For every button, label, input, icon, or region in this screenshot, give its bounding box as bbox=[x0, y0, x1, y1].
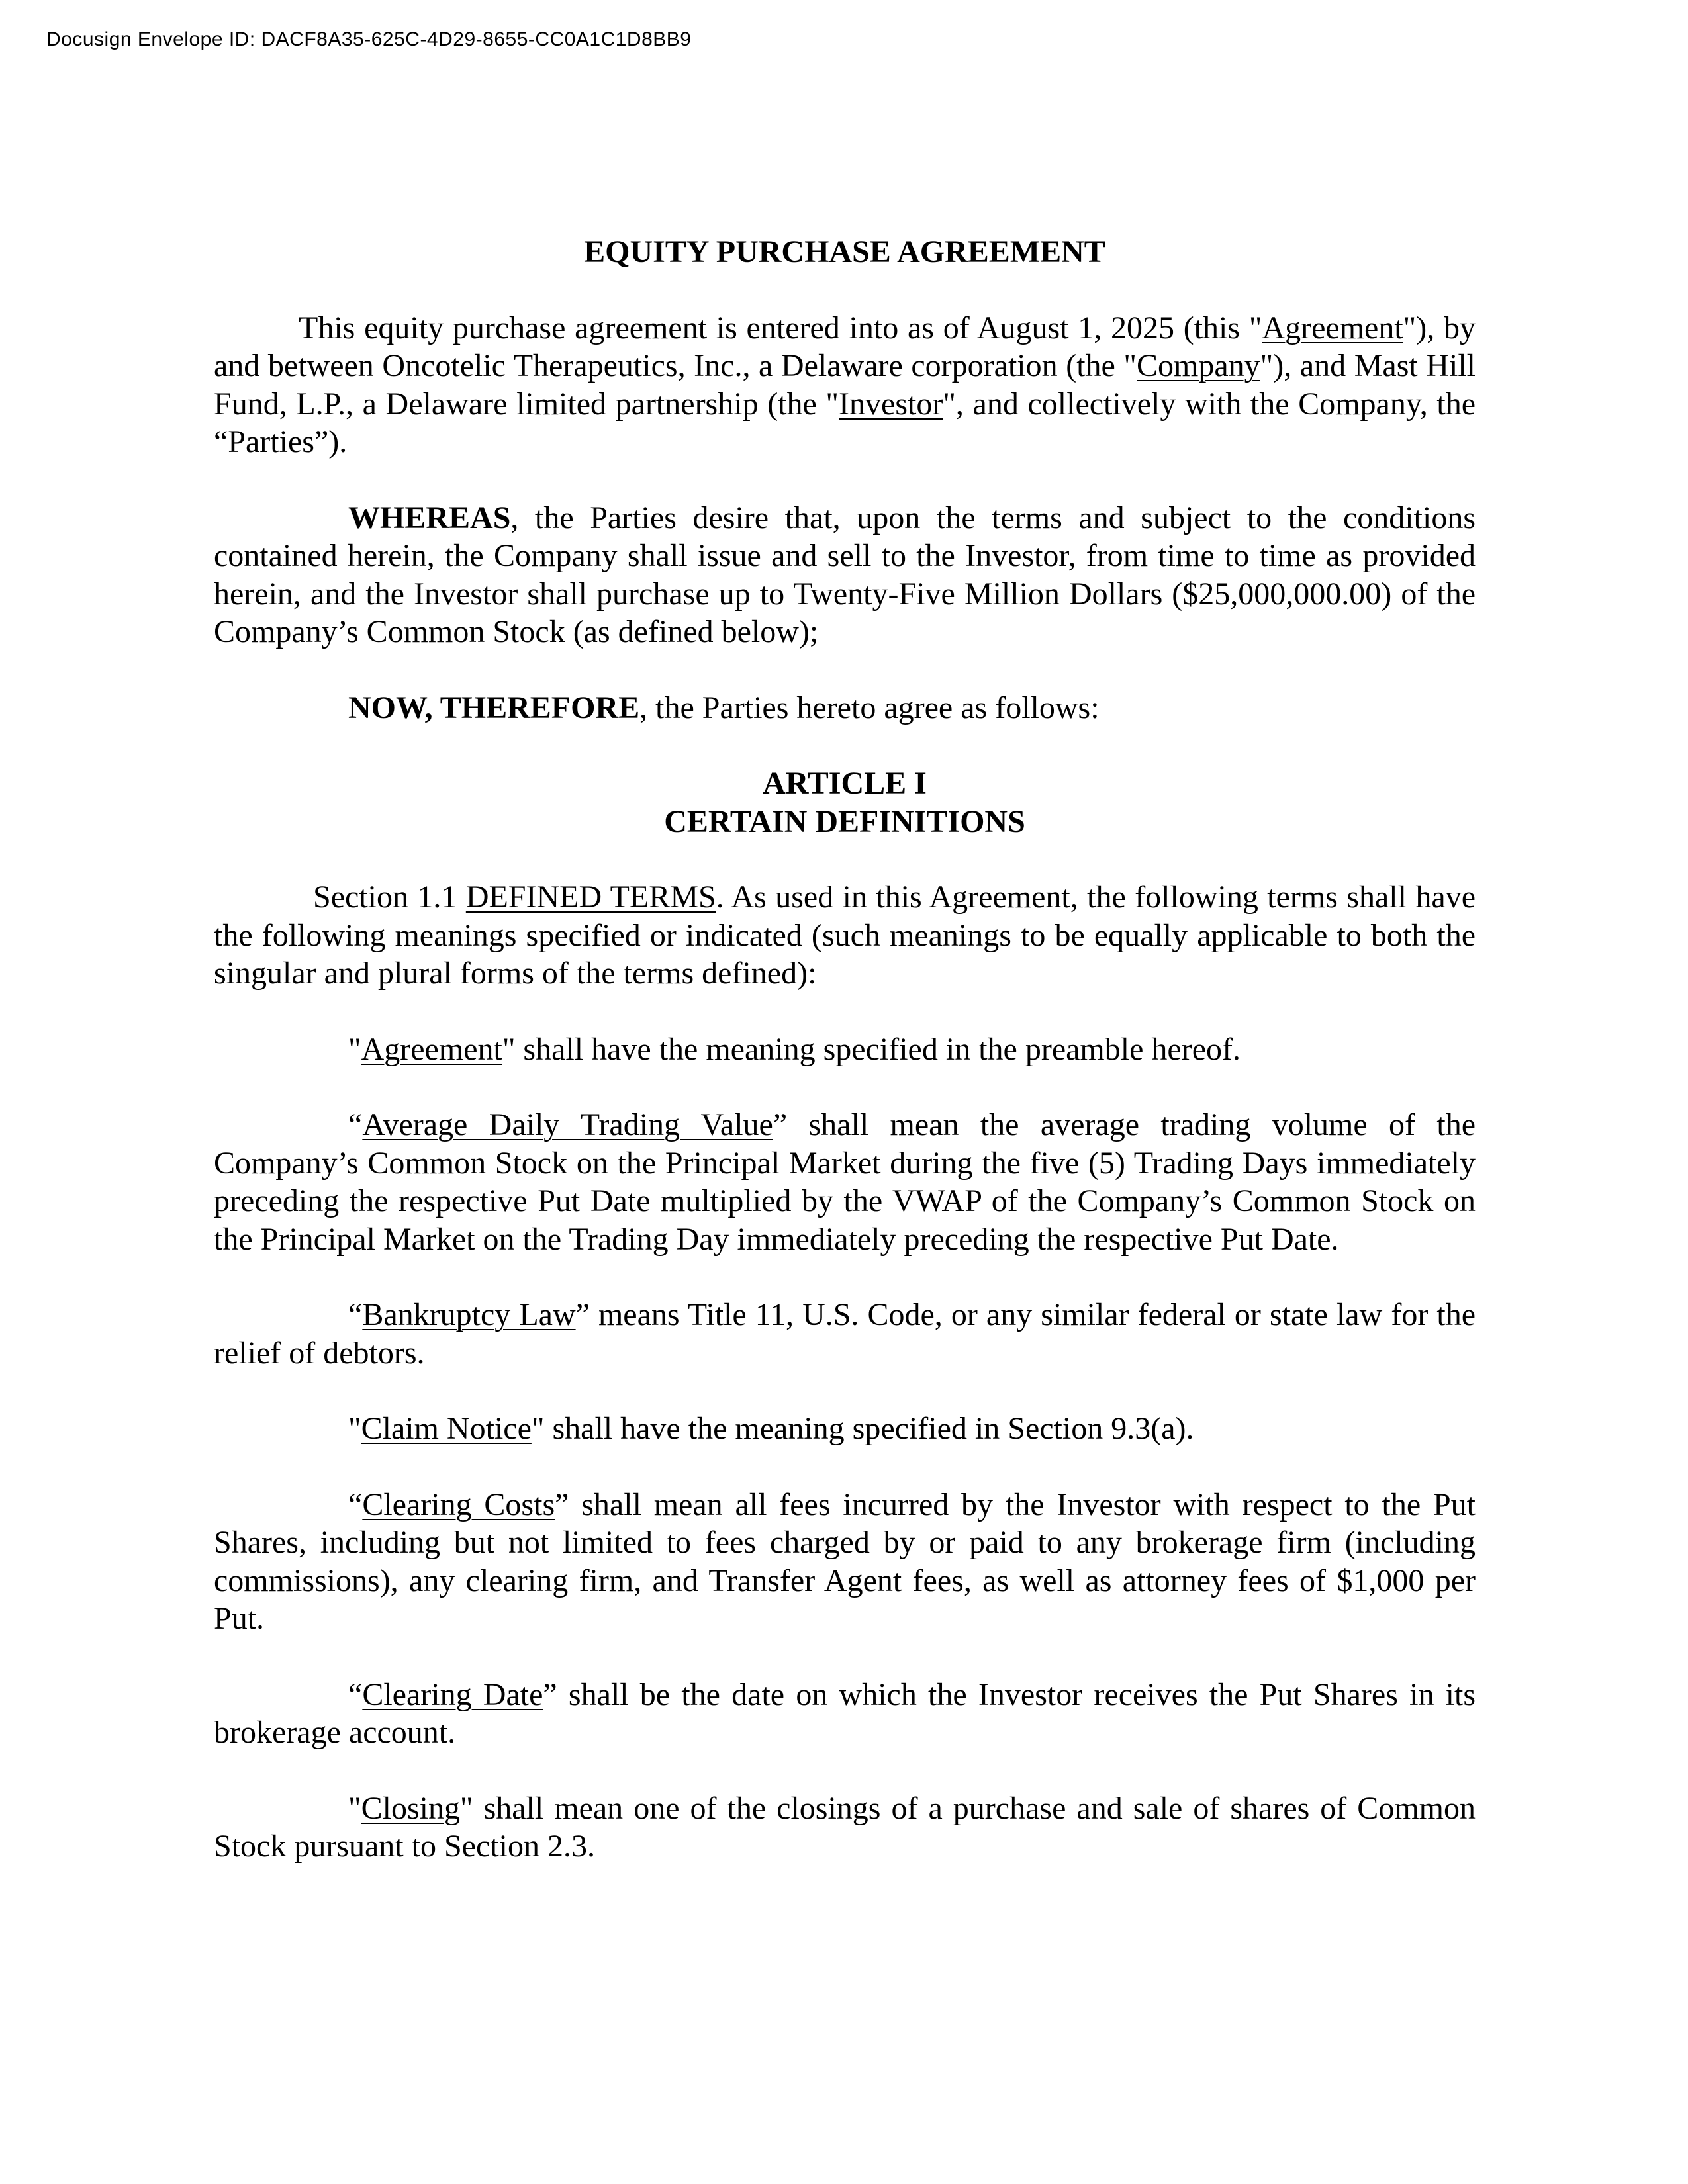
section-heading: DEFINED TERMS bbox=[465, 880, 716, 915]
definition-item: “Clearing Date” shall be the date on which the Investor receives the Put Shares in its brokerage account. bbox=[214, 1676, 1476, 1750]
definition-term: Agreement bbox=[361, 1031, 502, 1067]
definition-item: "Closing" shall mean one of the closings of a purchase and sale of shares of Common Stock pursuant to Section 2.3. bbox=[214, 1790, 1476, 1864]
definition-term: Clearing Date bbox=[362, 1676, 543, 1712]
preamble-paragraph: This equity purchase agreement is entered into as of August 1, 2025 (this "Agreement"), by and between Oncotelic Therapeutics, Inc., a Delaware corporation (the "Company"), and Mast Hill Fund, L.P., a Delaware limited partnership (the "Investor", and collectively with the Company, the “Parties”). bbox=[214, 310, 1476, 459]
definition-item: "Claim Notice" shall have the meaning specified in Section 9.3(a). bbox=[348, 1411, 1194, 1446]
defined-term-investor: Investor bbox=[839, 386, 943, 422]
article-name: CERTAIN DEFINITIONS bbox=[664, 803, 1025, 839]
envelope-id: Docusign Envelope ID: DACF8A35-625C-4D29-8655-CC0A1C1D8BB9 bbox=[46, 28, 692, 50]
article-number: ARTICLE I bbox=[763, 766, 927, 801]
definition-term: Clearing Costs bbox=[362, 1486, 555, 1522]
definition-term: Bankruptcy Law bbox=[362, 1297, 576, 1332]
definition-item: “Clearing Costs” shall mean all fees incurred by the Investor with respect to the Put Shares, including but not limited to fees charged by or paid to any brokerage firm (including commissions), any clearing firm, and Transfer Agent fees, as well as attorney fees of $1,000 per Put. bbox=[214, 1486, 1476, 1636]
definition-item: “Average Daily Trading Value” shall mean the average trading volume of the Company’s Common Stock on the Principal Market during the five (5) Trading Days immediately preceding the respective Put Date multiplied by the VWAP of the Company’s Common Stock on the Principal Market on the Trading Day immediately preceding the respective Put Date. bbox=[214, 1107, 1476, 1257]
document-title: EQUITY PURCHASE AGREEMENT bbox=[584, 234, 1105, 269]
definition-item: "Agreement" shall have the meaning specified in the preamble hereof. bbox=[348, 1031, 1241, 1067]
article-heading bbox=[214, 764, 1476, 841]
definition-term: Claim Notice bbox=[361, 1411, 532, 1446]
document-page bbox=[214, 233, 1476, 1866]
section-1-1-paragraph: Section 1.1 DEFINED TERMS. As used in this Agreement, the following terms shall have the following meanings specified or indicated (such meanings to be equally applicable to both the singular and plural forms of the terms defined): bbox=[214, 880, 1476, 991]
definition-term: Closing bbox=[361, 1790, 460, 1826]
defined-term-company: Company bbox=[1137, 348, 1260, 383]
now-therefore-paragraph: NOW, THEREFORE, the Parties hereto agree as follows: bbox=[348, 690, 1100, 725]
defined-term-agreement: Agreement bbox=[1262, 310, 1403, 345]
whereas-paragraph: WHEREAS, the Parties desire that, upon the terms and subject to the conditions contained herein, the Company shall issue and sell to the Investor, from time to time as provided herein, and the Investor shall purchase up to Twenty-Five Million Dollars ($25,000,000.00) of the Company’s Common Stock (as defined below); bbox=[214, 500, 1476, 649]
definition-term: Average Daily Trading Value bbox=[362, 1107, 773, 1142]
definition-item: “Bankruptcy Law” means Title 11, U.S. Code, or any similar federal or state law for the relief of debtors. bbox=[214, 1297, 1476, 1371]
